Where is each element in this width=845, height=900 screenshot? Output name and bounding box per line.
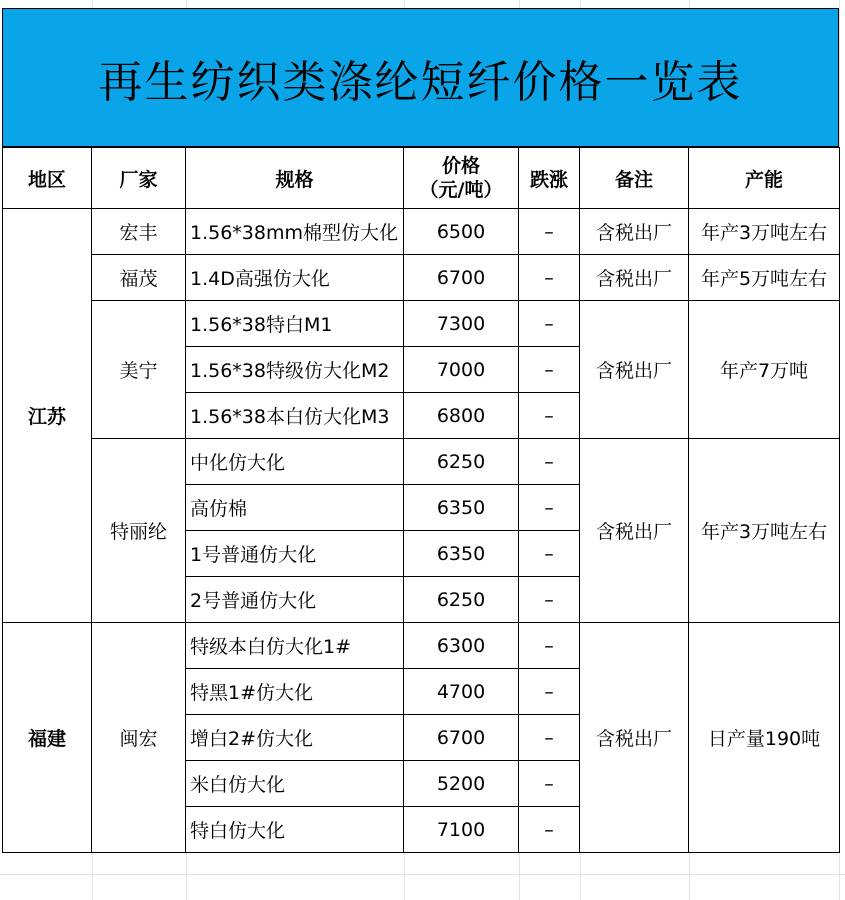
change-cell: – xyxy=(519,393,580,439)
sheet-gridline xyxy=(0,874,845,875)
change-cell: – xyxy=(519,577,580,623)
capacity-cell: 年产3万吨左右 xyxy=(689,209,840,255)
table-row xyxy=(3,255,840,301)
price-cell: 6800 xyxy=(404,393,519,439)
spec-cell: 中化仿大化 xyxy=(186,439,404,485)
header-price xyxy=(404,148,519,209)
note-cell: 含税出厂 xyxy=(580,623,689,853)
price-cell: 5200 xyxy=(404,761,519,807)
price-cell: 6250 xyxy=(404,577,519,623)
price-table xyxy=(2,147,840,853)
factory-cell: 闽宏 xyxy=(92,623,186,853)
factory-cell: 特丽纶 xyxy=(92,439,186,623)
spec-cell: 1.56*38mm棉型仿大化 xyxy=(186,209,404,255)
price-cell: 6350 xyxy=(404,485,519,531)
spec-cell: 米白仿大化 xyxy=(186,761,404,807)
change-cell: – xyxy=(519,623,580,669)
change-cell: – xyxy=(519,439,580,485)
capacity-cell: 年产7万吨 xyxy=(689,301,840,439)
change-cell: – xyxy=(519,669,580,715)
note-cell: 含税出厂 xyxy=(580,255,689,301)
capacity-cell: 年产5万吨左右 xyxy=(689,255,840,301)
change-cell: – xyxy=(519,255,580,301)
factory-cell: 美宁 xyxy=(92,301,186,439)
spec-cell: 2号普通仿大化 xyxy=(186,577,404,623)
header-spec: 规格 xyxy=(186,148,404,209)
spec-cell: 高仿棉 xyxy=(186,485,404,531)
spec-cell: 1号普通仿大化 xyxy=(186,531,404,577)
spec-cell: 增白2#仿大化 xyxy=(186,715,404,761)
table-header-row xyxy=(3,148,840,209)
price-cell: 4700 xyxy=(404,669,519,715)
page-title: 再生纺织类涤纶短纤价格一览表 xyxy=(98,56,743,108)
change-cell: – xyxy=(519,531,580,577)
table-row xyxy=(3,209,840,255)
header-price-unit: （元/吨） xyxy=(419,179,503,201)
price-cell: 6300 xyxy=(404,623,519,669)
capacity-cell: 日产量190吨 xyxy=(689,623,840,853)
price-cell: 7100 xyxy=(404,807,519,853)
note-cell: 含税出厂 xyxy=(580,439,689,623)
change-cell: – xyxy=(519,485,580,531)
factory-cell: 福茂 xyxy=(92,255,186,301)
price-cell: 6350 xyxy=(404,531,519,577)
table-row xyxy=(3,623,840,669)
price-cell: 7300 xyxy=(404,301,519,347)
note-cell: 含税出厂 xyxy=(580,209,689,255)
price-cell: 6250 xyxy=(404,439,519,485)
spec-cell: 特级本白仿大化1# xyxy=(186,623,404,669)
spec-cell: 1.4D高强仿大化 xyxy=(186,255,404,301)
table-row xyxy=(3,439,840,485)
spec-cell: 1.56*38特白M1 xyxy=(186,301,404,347)
region-cell: 福建 xyxy=(3,623,92,853)
price-cell: 6700 xyxy=(404,255,519,301)
change-cell: – xyxy=(519,301,580,347)
region-cell: 江苏 xyxy=(3,209,92,623)
header-capacity: 产能 xyxy=(689,148,840,209)
capacity-cell: 年产3万吨左右 xyxy=(689,439,840,623)
header-factory: 厂家 xyxy=(92,148,186,209)
title-banner xyxy=(2,8,839,147)
change-cell: – xyxy=(519,807,580,853)
change-cell: – xyxy=(519,209,580,255)
spec-cell: 特黑1#仿大化 xyxy=(186,669,404,715)
spec-cell: 1.56*38本白仿大化M3 xyxy=(186,393,404,439)
price-cell: 7000 xyxy=(404,347,519,393)
note-cell: 含税出厂 xyxy=(580,301,689,439)
factory-cell: 宏丰 xyxy=(92,209,186,255)
header-note: 备注 xyxy=(580,148,689,209)
price-cell: 6700 xyxy=(404,715,519,761)
spec-cell: 特白仿大化 xyxy=(186,807,404,853)
table-row xyxy=(3,301,840,347)
header-change: 跌涨 xyxy=(519,148,580,209)
header-region: 地区 xyxy=(3,148,92,209)
price-cell: 6500 xyxy=(404,209,519,255)
change-cell: – xyxy=(519,761,580,807)
spec-cell: 1.56*38特级仿大化M2 xyxy=(186,347,404,393)
change-cell: – xyxy=(519,347,580,393)
change-cell: – xyxy=(519,715,580,761)
header-price-label: 价格 xyxy=(441,155,480,177)
